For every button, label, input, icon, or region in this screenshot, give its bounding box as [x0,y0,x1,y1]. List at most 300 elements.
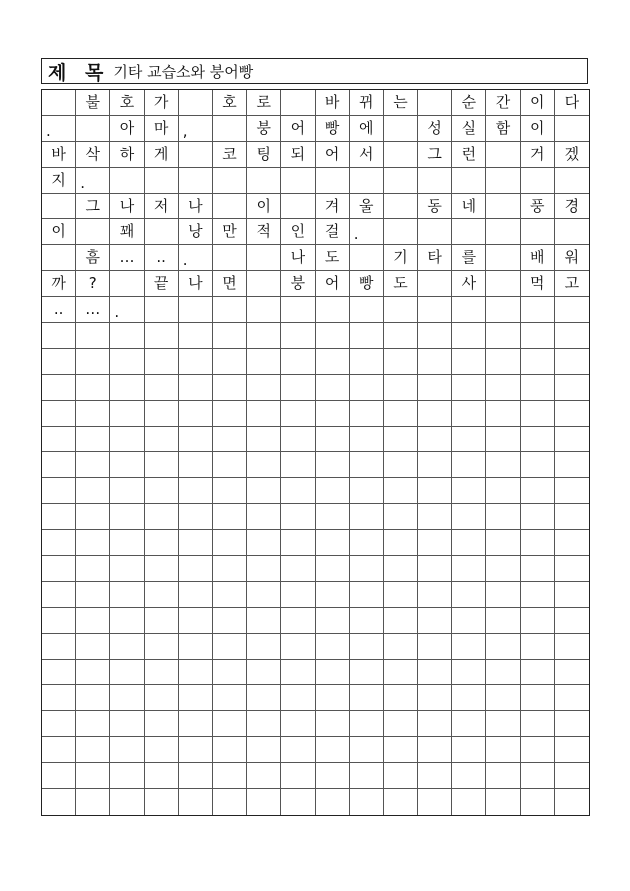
grid-cell [555,660,589,686]
grid-cell: 서 [350,142,384,168]
grid-cell [350,608,384,634]
grid-cell [418,763,452,789]
grid-cell [555,685,589,711]
grid-cell [486,582,520,608]
grid-cell [179,608,213,634]
grid-cell: 풍 [521,194,555,220]
grid-cell [247,685,281,711]
grid-cell [281,530,315,556]
grid-cell [247,763,281,789]
grid-cell [350,168,384,194]
grid-cell [145,608,179,634]
grid-cell [452,168,486,194]
grid-cell: 고 [555,271,589,297]
grid-cell [452,478,486,504]
grid-cell: … [110,245,144,271]
grid-cell [350,478,384,504]
grid-cell [247,634,281,660]
grid-cell [213,608,247,634]
grid-cell [316,556,350,582]
grid-cell [555,349,589,375]
grid-cell [281,660,315,686]
grid-cell [384,634,418,660]
grid-cell [452,401,486,427]
grid-cell [281,427,315,453]
grid-cell [521,349,555,375]
grid-cell: . [42,116,76,142]
grid-cell: 빵 [316,116,350,142]
grid-cell [110,763,144,789]
grid-cell: 붕 [281,271,315,297]
grid-cell [316,323,350,349]
grid-cell [110,556,144,582]
manuscript-grid [41,89,590,816]
grid-cell [486,349,520,375]
grid-cell [179,142,213,168]
grid-cell [521,452,555,478]
grid-cell: 런 [452,142,486,168]
grid-cell [145,789,179,815]
grid-cell [521,478,555,504]
grid-cell [179,375,213,401]
grid-cell: 걸 [316,219,350,245]
grid-cell: 가 [145,90,179,116]
grid-cell: 사 [452,271,486,297]
grid-cell [179,297,213,323]
grid-cell [281,711,315,737]
grid-cell: 호 [213,90,247,116]
grid-cell: 울 [350,194,384,220]
grid-cell [42,608,76,634]
grid-cell: 나 [179,271,213,297]
grid-cell [418,323,452,349]
grid-cell: . [110,297,144,323]
grid-cell: . [76,168,110,194]
grid-cell [179,478,213,504]
grid-cell: 나 [179,194,213,220]
grid-cell [110,504,144,530]
grid-cell [42,582,76,608]
grid-cell [316,504,350,530]
grid-cell [42,245,76,271]
grid-cell: 도 [316,245,350,271]
grid-cell [145,297,179,323]
grid-cell [350,375,384,401]
grid-cell [418,711,452,737]
grid-cell [316,685,350,711]
grid-cell: ? [76,271,110,297]
grid-cell [555,504,589,530]
grid-cell [281,452,315,478]
grid-cell [110,660,144,686]
grid-cell [42,452,76,478]
grid-cell [521,168,555,194]
grid-cell [316,452,350,478]
grid-cell: 에 [350,116,384,142]
grid-cell [452,763,486,789]
grid-cell [76,660,110,686]
grid-cell [486,297,520,323]
grid-cell: 이 [42,219,76,245]
grid-cell [555,608,589,634]
grid-cell [452,608,486,634]
grid-cell [452,737,486,763]
grid-cell [213,245,247,271]
grid-cell [179,452,213,478]
grid-cell [418,737,452,763]
grid-cell [76,427,110,453]
grid-cell [316,349,350,375]
grid-cell [179,530,213,556]
grid-cell [213,297,247,323]
grid-cell [145,349,179,375]
grid-cell [384,685,418,711]
grid-cell [213,323,247,349]
grid-cell [110,530,144,556]
grid-cell: 호 [110,90,144,116]
grid-cell [179,660,213,686]
grid-cell [76,608,110,634]
grid-cell [145,711,179,737]
grid-cell [486,142,520,168]
grid-cell [521,660,555,686]
grid-cell [384,323,418,349]
grid-cell [521,763,555,789]
grid-cell [418,452,452,478]
grid-cell [316,530,350,556]
grid-cell: 코 [213,142,247,168]
grid-cell [418,556,452,582]
grid-cell: 이 [247,194,281,220]
grid-cell [316,297,350,323]
grid-cell [486,737,520,763]
grid-cell [384,608,418,634]
grid-cell: 아 [110,116,144,142]
grid-cell: 뀌 [350,90,384,116]
grid-cell [350,401,384,427]
grid-cell [110,427,144,453]
grid-cell [145,634,179,660]
grid-cell [316,763,350,789]
title-text: 기타 교습소와 붕어빵 [113,62,254,81]
grid-cell [281,401,315,427]
grid-cell [42,556,76,582]
grid-cell [350,530,384,556]
grid-cell [521,297,555,323]
grid-cell [418,168,452,194]
grid-cell [486,375,520,401]
grid-cell [452,711,486,737]
grid-cell [145,323,179,349]
grid-cell [42,530,76,556]
grid-cell: 거 [521,142,555,168]
grid-cell [555,168,589,194]
grid-cell [521,375,555,401]
grid-cell [281,478,315,504]
grid-cell [213,349,247,375]
grid-cell [76,401,110,427]
grid-cell [42,90,76,116]
grid-cell [384,530,418,556]
grid-cell [110,452,144,478]
grid-cell [555,556,589,582]
grid-cell [316,168,350,194]
grid-cell [384,660,418,686]
grid-cell [384,349,418,375]
grid-cell [418,789,452,815]
grid-cell [555,323,589,349]
grid-cell [76,375,110,401]
grid-cell [486,504,520,530]
grid-cell [350,737,384,763]
grid-cell [316,737,350,763]
grid-cell [76,737,110,763]
grid-cell: 성 [418,116,452,142]
grid-cell [316,582,350,608]
grid-cell [281,763,315,789]
grid-cell: 워 [555,245,589,271]
grid-cell [521,711,555,737]
grid-cell [418,634,452,660]
grid-cell: 바 [316,90,350,116]
grid-cell [42,634,76,660]
grid-cell: 끝 [145,271,179,297]
grid-cell: 타 [418,245,452,271]
grid-cell [521,556,555,582]
grid-cell [76,556,110,582]
grid-cell [555,530,589,556]
grid-cell [384,219,418,245]
grid-cell: 만 [213,219,247,245]
grid-cell: 불 [76,90,110,116]
grid-cell [521,530,555,556]
grid-cell [110,634,144,660]
grid-cell [42,323,76,349]
grid-cell [384,427,418,453]
grid-cell [384,142,418,168]
grid-cell: 그 [418,142,452,168]
grid-cell [179,427,213,453]
grid-cell [521,789,555,815]
grid-cell [384,478,418,504]
grid-cell [555,452,589,478]
grid-cell [145,375,179,401]
grid-cell [316,478,350,504]
grid-cell [179,504,213,530]
grid-cell [281,504,315,530]
grid-cell: . [350,219,384,245]
grid-cell [110,349,144,375]
grid-cell [247,711,281,737]
grid-cell [281,634,315,660]
grid-cell [418,271,452,297]
grid-cell [213,452,247,478]
grid-cell [213,789,247,815]
grid-cell [521,608,555,634]
grid-cell [213,504,247,530]
grid-cell [145,219,179,245]
grid-cell [350,763,384,789]
grid-cell [452,582,486,608]
grid-cell [179,763,213,789]
grid-cell: 동 [418,194,452,220]
grid-cell: 낭 [179,219,213,245]
grid-cell [76,116,110,142]
grid-cell [521,634,555,660]
grid-cell [179,634,213,660]
grid-cell [350,634,384,660]
grid-cell [247,297,281,323]
grid-cell: , [179,116,213,142]
grid-cell [247,660,281,686]
grid-cell [110,323,144,349]
grid-cell [247,556,281,582]
grid-cell: .. [42,297,76,323]
grid-cell [486,194,520,220]
grid-cell [42,763,76,789]
grid-cell [486,789,520,815]
grid-cell [76,349,110,375]
grid-cell: … [76,297,110,323]
grid-cell [521,685,555,711]
grid-cell [418,660,452,686]
grid-cell [452,323,486,349]
grid-cell [555,297,589,323]
grid-cell [316,608,350,634]
grid-cell [350,660,384,686]
grid-cell [555,478,589,504]
grid-cell [42,660,76,686]
grid-cell [281,608,315,634]
grid-cell [110,375,144,401]
grid-cell: 어 [316,142,350,168]
grid-cell [179,789,213,815]
grid-cell [213,711,247,737]
grid-cell: 겨 [316,194,350,220]
grid-cell: .. [145,245,179,271]
grid-cell [486,245,520,271]
grid-cell [179,168,213,194]
grid-cell [247,168,281,194]
grid-cell: 지 [42,168,76,194]
grid-cell [76,711,110,737]
grid-cell [384,401,418,427]
grid-cell: 순 [452,90,486,116]
grid-cell [42,789,76,815]
grid-cell [281,737,315,763]
grid-cell [316,634,350,660]
grid-cell [213,478,247,504]
grid-cell [281,297,315,323]
grid-cell [281,323,315,349]
grid-cell [418,685,452,711]
grid-cell [110,737,144,763]
grid-cell [384,297,418,323]
grid-cell [179,711,213,737]
grid-cell [213,427,247,453]
grid-cell [42,737,76,763]
grid-cell [247,323,281,349]
grid-cell [486,660,520,686]
grid-cell [145,582,179,608]
grid-cell [179,401,213,427]
grid-cell [452,452,486,478]
grid-cell [555,634,589,660]
grid-cell [555,219,589,245]
grid-cell [76,763,110,789]
grid-cell [110,711,144,737]
grid-cell [110,789,144,815]
grid-cell [179,582,213,608]
grid-cell [452,789,486,815]
grid-cell: 이 [521,116,555,142]
grid-cell: 도 [384,271,418,297]
grid-cell [42,401,76,427]
grid-cell [486,608,520,634]
grid-cell [384,737,418,763]
grid-cell [247,582,281,608]
grid-cell: 나 [281,245,315,271]
grid-cell [213,530,247,556]
grid-cell: 바 [42,142,76,168]
grid-cell [281,194,315,220]
grid-cell [213,634,247,660]
grid-cell [179,685,213,711]
grid-cell [452,504,486,530]
grid-cell [418,608,452,634]
grid-cell [145,452,179,478]
grid-cell [384,375,418,401]
grid-cell [247,375,281,401]
grid-cell [418,401,452,427]
grid-cell: 는 [384,90,418,116]
grid-cell [213,737,247,763]
grid-cell [521,504,555,530]
grid-cell: 경 [555,194,589,220]
grid-cell [452,427,486,453]
grid-cell [486,271,520,297]
grid-cell [486,685,520,711]
grid-cell [76,685,110,711]
grid-cell [521,323,555,349]
grid-cell [384,504,418,530]
grid-cell [179,556,213,582]
grid-cell [452,530,486,556]
grid-cell [384,556,418,582]
grid-cell [145,168,179,194]
grid-cell [486,323,520,349]
grid-cell [110,582,144,608]
grid-cell [145,660,179,686]
grid-cell: 어 [316,271,350,297]
grid-cell [555,427,589,453]
grid-cell [247,530,281,556]
grid-cell [486,556,520,582]
grid-cell [76,219,110,245]
grid-cell [110,271,144,297]
grid-cell [452,219,486,245]
grid-cell [452,685,486,711]
grid-cell [384,582,418,608]
grid-cell [555,582,589,608]
grid-cell [486,763,520,789]
grid-cell [145,685,179,711]
grid-cell [486,452,520,478]
grid-cell [76,478,110,504]
grid-cell: 흠 [76,245,110,271]
grid-cell: 까 [42,271,76,297]
grid-cell: 나 [110,194,144,220]
